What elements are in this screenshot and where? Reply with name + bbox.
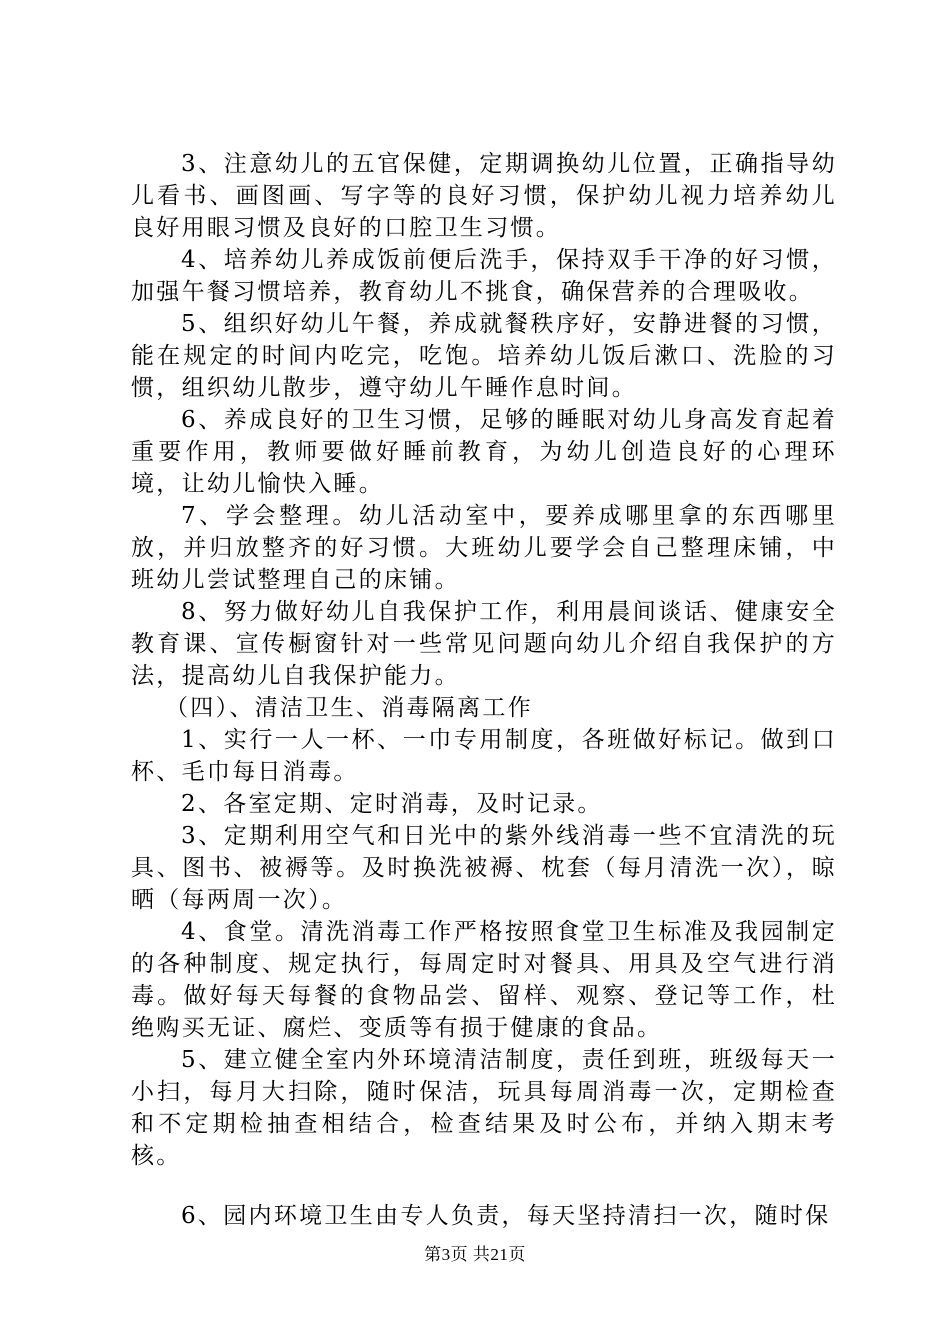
paragraph-item-7: 7、学会整理。幼儿活动室中，要养成哪里拿的东西哪里放，并归放整齐的好习惯。大班幼儿要学会自己整理床铺，中班幼儿尝试整理自己的床铺。	[131, 503, 837, 593]
paragraph-item-1: 1、实行一人一杯、一巾专用制度，各班做好标记。做到口杯、毛巾每日消毒。	[131, 727, 837, 785]
paragraph-item-5: 5、组织好幼儿午餐，养成就餐秩序好，安静进餐的习惯，能在规定的时间内吃完，吃饱。培养幼儿饭后漱口、洗脸的习惯，组织幼儿散步，遵守幼儿午睡作息时间。	[131, 311, 837, 401]
paragraph-item-6: 6、养成良好的卫生习惯，足够的睡眠对幼儿身高发育起着重要作用，教师要做好睡前教育，为幼儿创造良好的心理环境，让幼儿愉快入睡。	[131, 407, 837, 497]
paragraph-item-6b: 6、园内环境卫生由专人负责，每天坚持清扫一次，随时保	[181, 1203, 831, 1229]
paragraph-item-2: 2、各室定期、定时消毒，及时记录。	[181, 791, 603, 817]
paragraph-item-4b: 4、食堂。清洗消毒工作严格按照食堂卫生标准及我园制定的各种制度、规定执行，每周定时对餐具、用具及空气进行消毒。做好每天每餐的食物品尝、留样、观察、登记等工作，杜绝购买无证、腐烂、变质等有损于健康的食品。	[131, 919, 837, 1041]
paragraph-item-3b: 3、定期利用空气和日光中的紫外线消毒一些不宜清洗的玩具、图书、被褥等。及时换洗被褥、枕套（每月清洗一次），晾晒（每两周一次）。	[131, 823, 837, 913]
paragraph-item-5b: 5、建立健全室内外环境清洁制度，责任到班，班级每天一小扫，每月大扫除，随时保洁，玩具每周消毒一次，定期检查和不定期检抽查相结合，检查结果及时公布，并纳入期末考核。	[131, 1047, 837, 1169]
document-body	[131, 148, 837, 1232]
page-number-footer: 第3页 共21页	[424, 1245, 526, 1264]
paragraph-item-4: 4、培养幼儿养成饭前便后洗手，保持双手干净的好习惯，加强午餐习惯培养，教育幼儿不挑食，确保营养的合理吸收。	[131, 247, 837, 305]
paragraph-item-8: 8、努力做好幼儿自我保护工作，利用晨间谈话、健康安全教育课、宣传橱窗针对一些常见问题向幼儿介绍自我保护的方法，提高幼儿自我保护能力。	[131, 599, 837, 689]
section-heading: （四）、清洁卫生、消毒隔离工作	[165, 695, 533, 721]
paragraph-item-3: 3、注意幼儿的五官保健，定期调换幼儿位置，正确指导幼儿看书、画图画、写字等的良好习惯，保护幼儿视力培养幼儿良好用眼习惯及良好的口腔卫生习惯。	[131, 151, 837, 241]
